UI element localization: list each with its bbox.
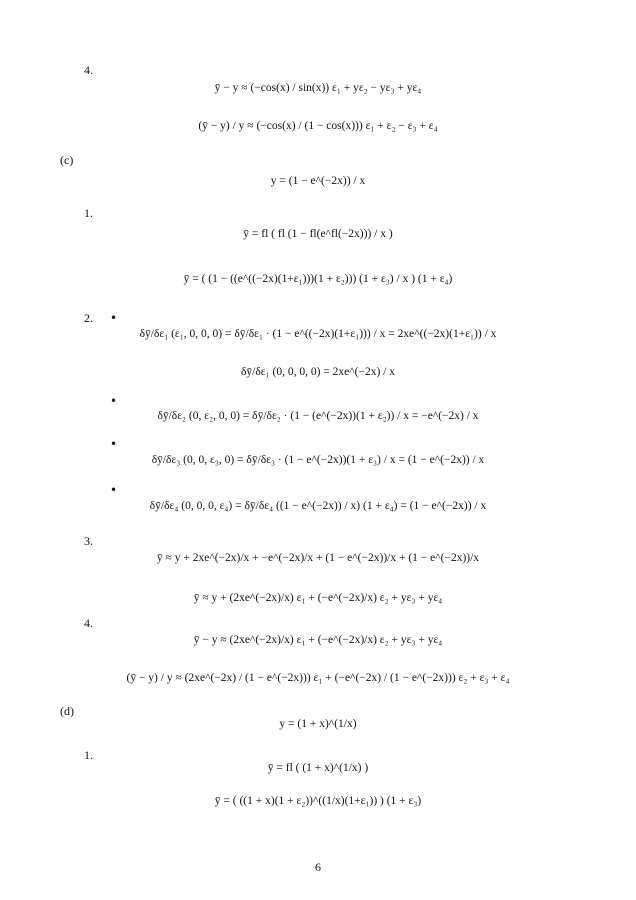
equation: ȳ − y ≈ (−cos(x) / sin(x)) ε₁ + yε₂ − yε₃ + yε₄ xyxy=(214,82,422,94)
equation: y = (1 + x)^(1/x) xyxy=(279,718,357,730)
equation: (ȳ − y) / y ≈ (−cos(x) / (1 − cos(x))) ε₁ + ε₂ − ε₃ + ε₄ xyxy=(198,120,438,132)
bullet: • xyxy=(110,394,118,408)
item-number-4: 4. xyxy=(84,616,93,630)
equation: y = (1 − e^(−2x)) / x xyxy=(270,175,366,187)
equation: δȳ/δε₁ (ε₁, 0, 0, 0) = δȳ/δε₁ · (1 − e^((−2x)(1+ε₁))) / x = 2xe^((−2x)(1+ε₁)) / x xyxy=(139,328,497,340)
equation: δȳ/δε₁ (0, 0, 0, 0) = 2xe^(−2x) / x xyxy=(241,366,395,378)
equation: ȳ − y ≈ (2xe^(−2x)/x) ε₁ + (−e^(−2x)/x) ε₂ + yε₃ + yε₄ xyxy=(193,634,443,646)
equation: δȳ/δε₂ (0, ε₂, 0, 0) = δȳ/δε₂ · (1 − (e^(−2x))(1 + ε₂)) / x = −e^(−2x) / x xyxy=(157,410,479,422)
item-number-1: 1. xyxy=(84,206,93,220)
section-label-c: (c) xyxy=(60,153,74,167)
item-number-1: 1. xyxy=(84,748,93,762)
item-number-4: 4. xyxy=(84,63,93,77)
item-number-3: 3. xyxy=(84,534,93,548)
bullet: • xyxy=(110,437,118,451)
equation: ȳ = fl ( (1 + x)^(1/x) ) xyxy=(267,762,369,774)
equation: ȳ = ( (1 − ((e^((−2x)(1+ε₁)))(1 + ε₂))) (1 + ε₃) / x ) (1 + ε₄) xyxy=(183,273,453,285)
equation: δȳ/δε₄ (0, 0, 0, ε₄) = δȳ/δε₄ ((1 − e^(−2x)) / x) (1 + ε₄) = (1 − e^(−2x)) / x xyxy=(149,500,487,512)
equation: ȳ = fl ( fl (1 − fl(e^fl(−2x))) / x ) xyxy=(243,228,393,240)
equation: (ȳ − y) / y ≈ (2xe^(−2x) / (1 − e^(−2x))) ε₁ + (−e^(−2x) / (1 − e^(−2x))) ε₂ + ε₃ + ε₄ xyxy=(126,672,510,684)
equation: ȳ ≈ y + (2xe^(−2x)/x) ε₁ + (−e^(−2x)/x) ε₂ + yε₃ + yε₄ xyxy=(193,592,443,604)
equation: ȳ ≈ y + 2xe^(−2x)/x + −e^(−2x)/x + (1 − e^(−2x))/x + (1 − e^(−2x))/x xyxy=(156,552,480,564)
equation: δȳ/δε₃ (0, 0, ε₃, 0) = δȳ/δε₃ · (1 − e^(−2x))(1 + ε₃) / x = (1 − e^(−2x)) / x xyxy=(151,454,485,466)
item-number-2: 2. xyxy=(84,311,93,325)
section-label-d: (d) xyxy=(60,704,74,718)
page-number: 6 xyxy=(315,860,321,874)
bullet: • xyxy=(110,483,118,497)
bullet: • xyxy=(110,311,118,325)
equation: ȳ = ( ((1 + x)(1 + ε₂))^((1/x)(1+ε₁)) ) (1 + ε₃) xyxy=(214,795,422,807)
